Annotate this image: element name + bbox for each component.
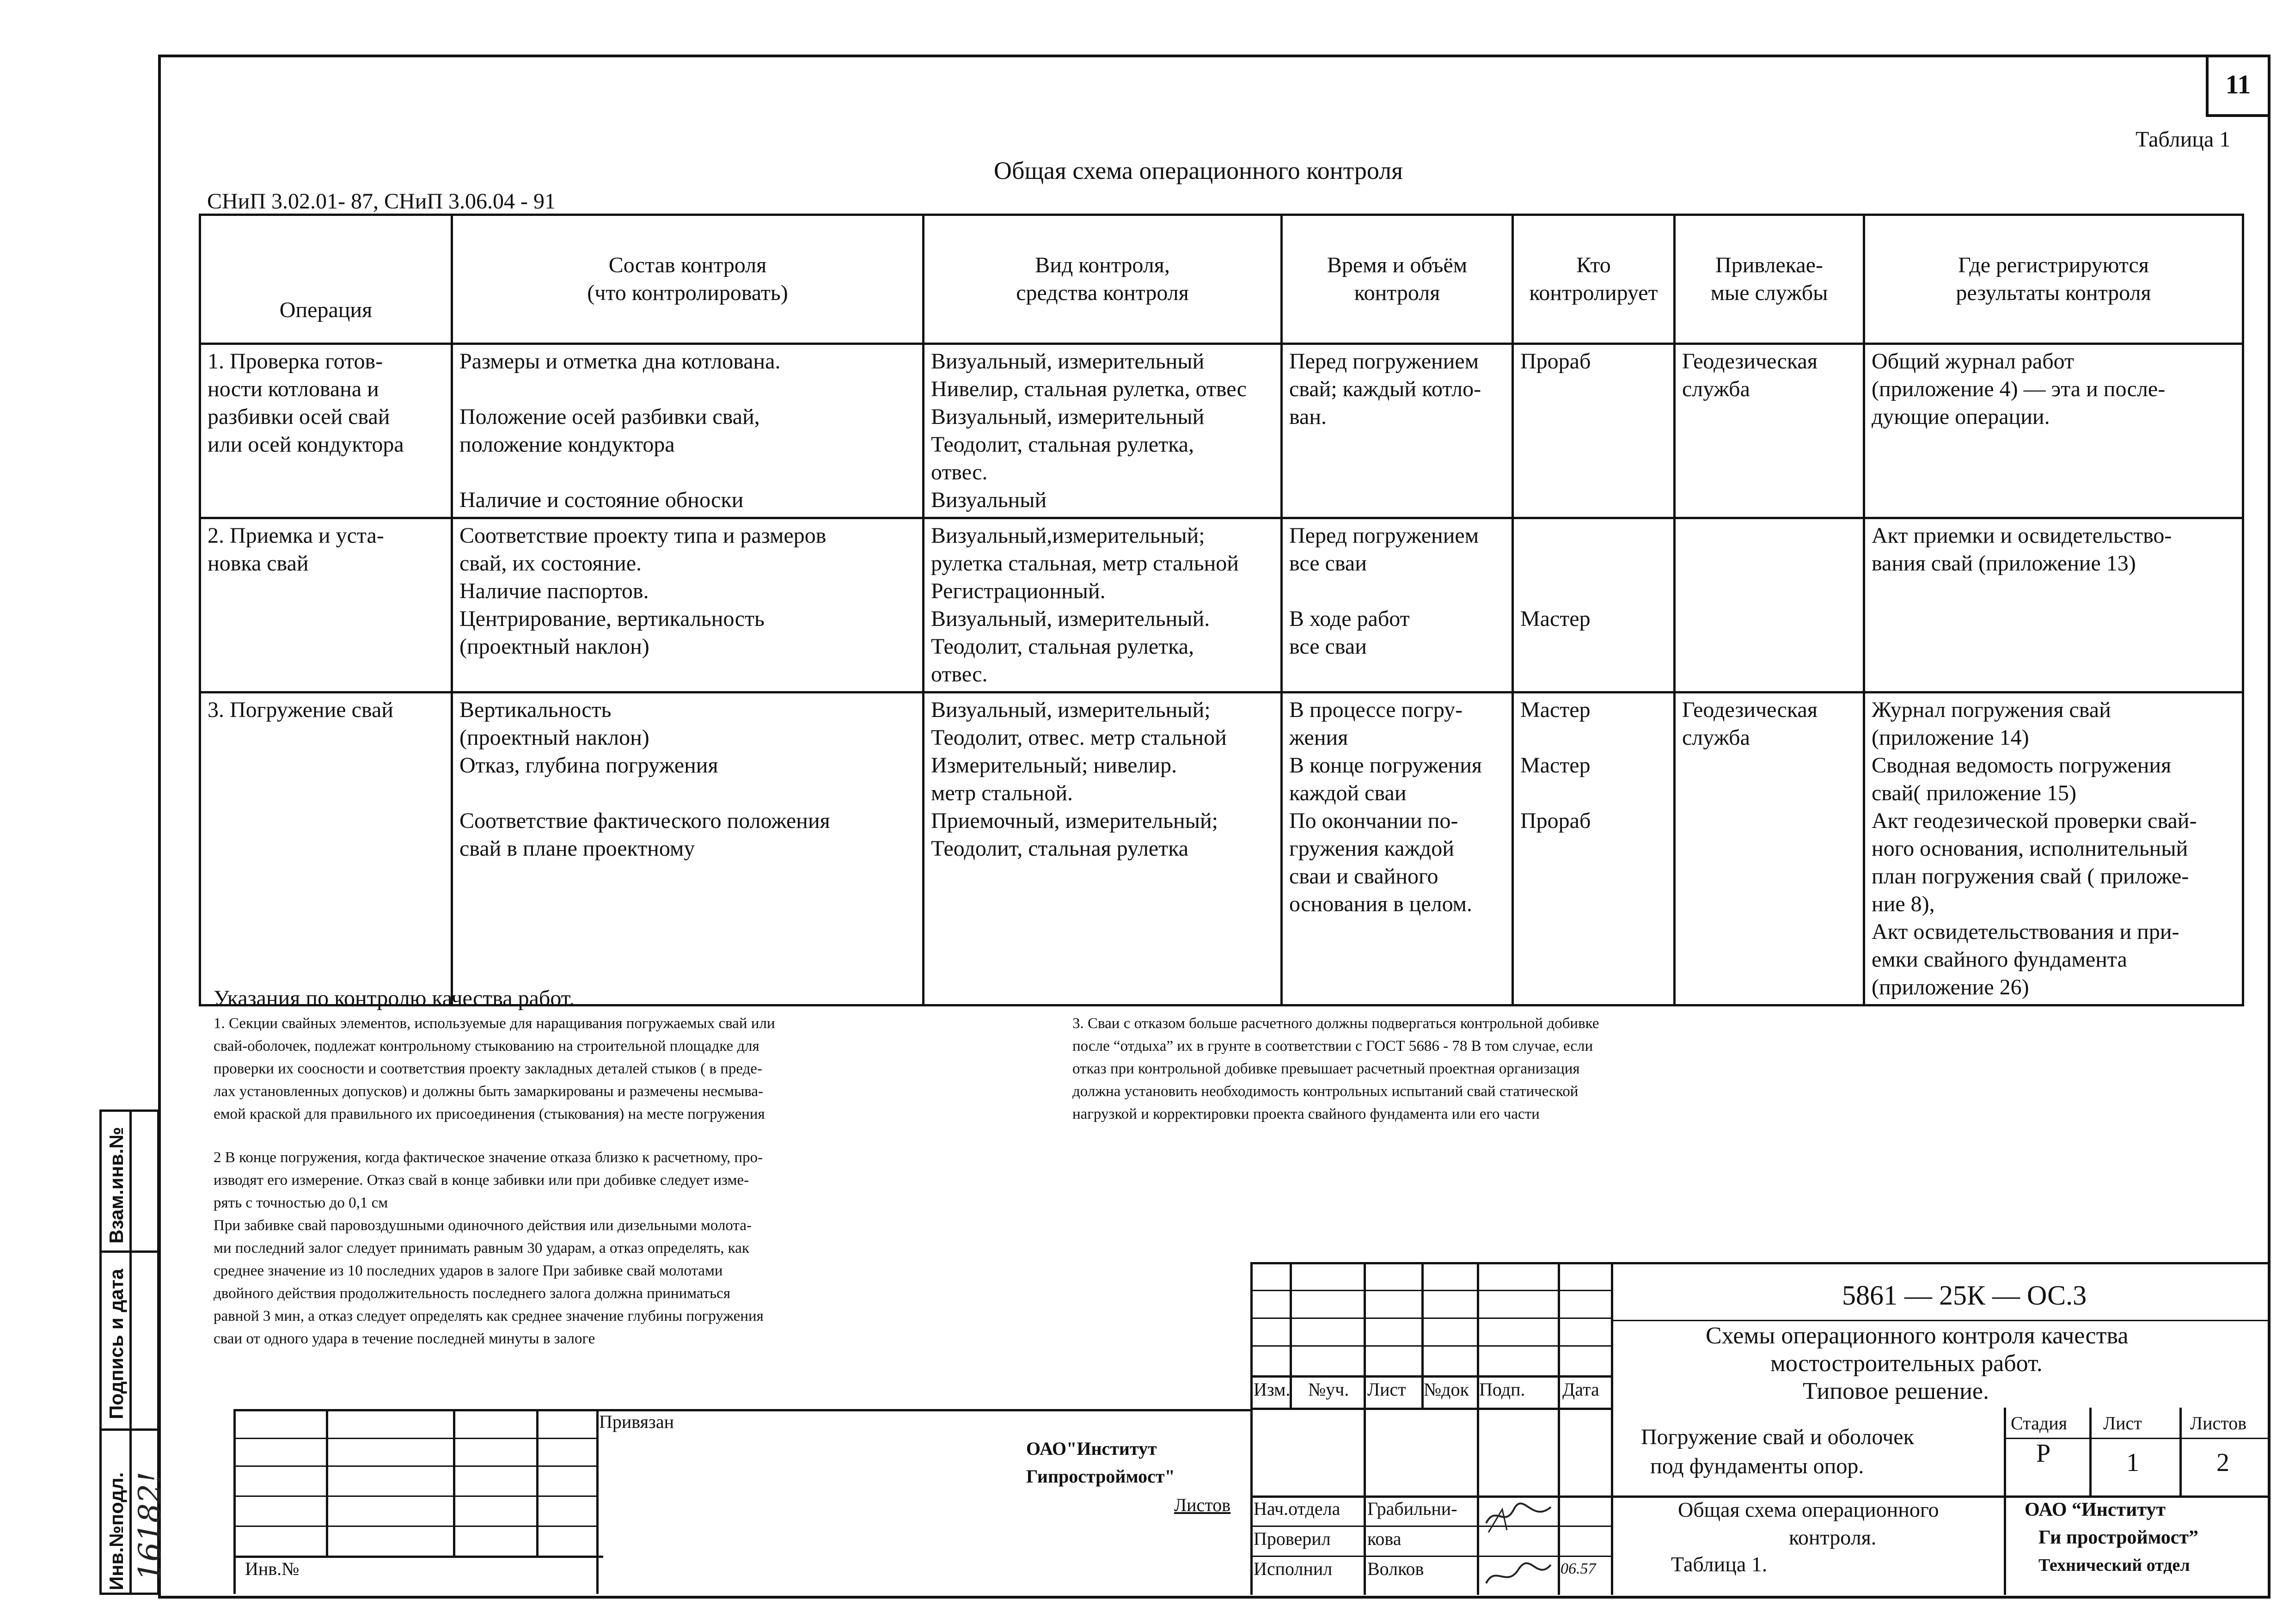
header-kind: Вид контроля, средства контроля [924,215,1282,344]
table-label: Таблица 1 [2136,127,2231,152]
header-who: Кто контролирует [1513,215,1675,344]
cell-time: Перед погружением свай; каждый котло- ван. [1282,344,1513,518]
sheets-label: Листов [2190,1413,2247,1434]
snip-reference: СНиП 3.02.01- 87, СНиП 3.06.04 - 91 [207,189,556,214]
sign-date: 06.57 [1561,1560,1596,1577]
org-line-1: ОАО “Институт [2025,1499,2166,1520]
cell-records: Акт приемки и освидетельство- вания свай (приложение 13) [1864,518,2243,692]
cell-records: Журнал погружения свай (приложение 14) Сводная ведомость погружения свай( приложение 15) Акт геодезической проверки свай- ного основания, исполнительный план погружения свай ( приложе- ние 8), Акт освидетельствования и при- емки свайного фундамента (приложение 26) [1864,692,2243,1005]
cell-who: Мастер Мастер Прораб [1513,692,1675,1005]
header-content: Состав контроля (что контролировать) [452,215,924,344]
cell-who: Мастер [1513,518,1675,692]
side-label-vzam: Взам.инв.№ [105,1127,127,1244]
sheet-name-2: под фундаменты опор. [1650,1454,1864,1478]
cell-content: Вертикальность (проектный наклон) Отказ, глубина погружения Соответствие фактического положения свай в плане проектному [452,692,924,1005]
cell-time: Перед погружением все сваи В ходе работ все сваи [1282,518,1513,692]
note-2: 2 В конце погружения, когда фактическое значение отказа близко к расчетному, про- изводят его измерение. Отказ свай в конце забивки или при добивке следует изме- рять с точностью до 0,1 см При забивке свай паровоздушными одиночного действия или дизельными молота- ми последний залог следует принимать равным 30 ударам, а отказ определять, как среднее значение из 10 последних ударов в залоге При забивке свай молотами двойного действия продолжительность последнего залога должна приниматься равной 3 мин, а отказ следует определять как среднее значение глубины погружения сваи от одного удара в течение последней минуты в залоге [214,1149,764,1347]
sheet-name-1: Погружение свай и оболочек [1641,1425,1914,1449]
header-services: Привлекае- мые службы [1675,215,1864,344]
subject-line-1: Схемы операционного контроля качества [1706,1323,2129,1349]
role-executed: Исполнил [1254,1558,1333,1579]
rev-header-podp: Подп. [1479,1379,1525,1400]
name-head-1: Грабильни- [1367,1498,1457,1519]
page-number: 11 [2206,55,2271,117]
table-row [200,518,2243,692]
cell-kind: Визуальный,измерительный; рулетка стальная, метр стальной Регистрационный. Визуальный, измерительный. Теодолит, стальная рулетка, отвес. [924,518,1282,692]
doc-line-2: контроля. [1789,1526,1877,1549]
cell-operation: 2. Приемка и уста- новка свай [200,518,452,692]
doc-line-3: Таблица 1. [1671,1552,1768,1576]
doc-code: 5861 — 25К — ОС.3 [1842,1280,2087,1311]
side-label-podpis: Подпись и дата [105,1269,127,1419]
name-executed: Волков [1367,1558,1424,1579]
rev-header-list: Лист [1367,1379,1406,1400]
inv-no-label: Инв.№ [245,1558,300,1579]
subject-line-3: Типовое решение. [1803,1378,1989,1404]
side-inv-value: 16182! [132,1471,168,1581]
name-head-2: кова [1367,1528,1401,1549]
org-line-3: Технический отдел [2038,1556,2190,1575]
note-3: 3. Сваи с отказом больше расчетного должны подвергаться контрольной добивке после “отдыха” их в грунте в соответствии с ГОСТ 5686 - 78 В том случае, если отказ при контрольной добивке превышает расчетный проектная организация должна установить необходимость контрольных испытаний свай статической нагрузкой и корректировки проекта свайного фундамента или его части [1072,1015,1599,1122]
role-checked: Проверил [1254,1528,1331,1549]
org-left-2: Гипростроймост" [1026,1466,1175,1487]
signatures [1481,1495,1555,1593]
header-operation: Операция [200,215,452,344]
cell-kind: Визуальный, измерительный Нивелир, стальная рулетка, отвес Визуальный, измерительный Теодолит, стальная рулетка, отвес. Визуальный [924,344,1282,518]
cell-operation: 3. Погружение свай [200,692,452,1005]
rev-header-izm: Изм. [1254,1379,1291,1400]
table-header-row [200,215,2243,344]
cell-services: Геодезическая служба [1675,344,1864,518]
header-records: Где регистрируются результаты контроля [1864,215,2243,344]
header-time: Время и объём контроля [1282,215,1513,344]
table-row [200,344,2243,518]
cell-content: Размеры и отметка дна котлована. Положение осей разбивки свай, положение кондуктора Наличие и состояние обноски [452,344,924,518]
cell-operation: 1. Проверка готов- ности котлована и разбивки осей свай или осей кондуктора [200,344,452,518]
cell-services [1675,518,1864,692]
control-table [199,214,2244,1006]
stage-label: Стадия [2011,1413,2068,1434]
side-label-inv: Инв.№подл. [105,1472,127,1590]
cell-who: Прораб [1513,344,1675,518]
listov-label: Листов [1174,1495,1231,1515]
notes-heading: Указания по контролю качества работ. [214,986,575,1011]
sheet-value: 1 [2126,1448,2139,1477]
rev-header-nuch: №уч. [1308,1379,1349,1400]
privyazan-label: Привязан [599,1411,674,1432]
sheet-label: Лист [2103,1413,2142,1434]
cell-kind: Визуальный, измерительный; Теодолит, отвес. метр стальной Измерительный; нивелир. метр стальной. Приемочный, измерительный; Теодолит, стальная рулетка [924,692,1282,1005]
cell-content: Соответствие проекту типа и размеров свай, их состояние. Наличие паспортов. Центрирование, вертикальность (проектный наклон) [452,518,924,692]
role-head: Нач.отдела [1254,1498,1340,1519]
doc-line-1: Общая схема операционного [1678,1498,1939,1521]
cell-services: Геодезическая служба [1675,692,1864,1005]
page-title: Общая схема операционного контроля [994,157,1403,184]
org-line-2: Ги простроймост” [2038,1527,2199,1548]
rev-header-date: Дата [1562,1379,1599,1400]
stage-value: Р [2036,1439,2051,1468]
cell-time: В процессе погру- жения В конце погружения каждой сваи По окончании по- гружения каждой сваи и свайного основания в целом. [1282,692,1513,1005]
rev-header-ndok: №док [1424,1379,1469,1400]
org-left-1: ОАО"Институт [1026,1438,1157,1459]
sheets-value: 2 [2216,1448,2229,1477]
subject-line-2: мостостроительных работ. [1770,1350,2043,1377]
table-row [200,692,2243,1005]
note-1: 1. Секции свайных элементов, используемые для наращивания погружаемых свай или свай-оболочек, подлежат контрольному стыкованию на строительной площадке для проверки их соосности и соответствия проекту закладных деталей стыков ( в преде- лах установленных допусков) и должны быть замаркированы и размечены несмыва- емой краской для правильного их присоединения (стыкования) на месте погружения [214,1015,775,1122]
cell-records: Общий журнал работ (приложение 4) — эта и после- дующие операции. [1864,344,2243,518]
